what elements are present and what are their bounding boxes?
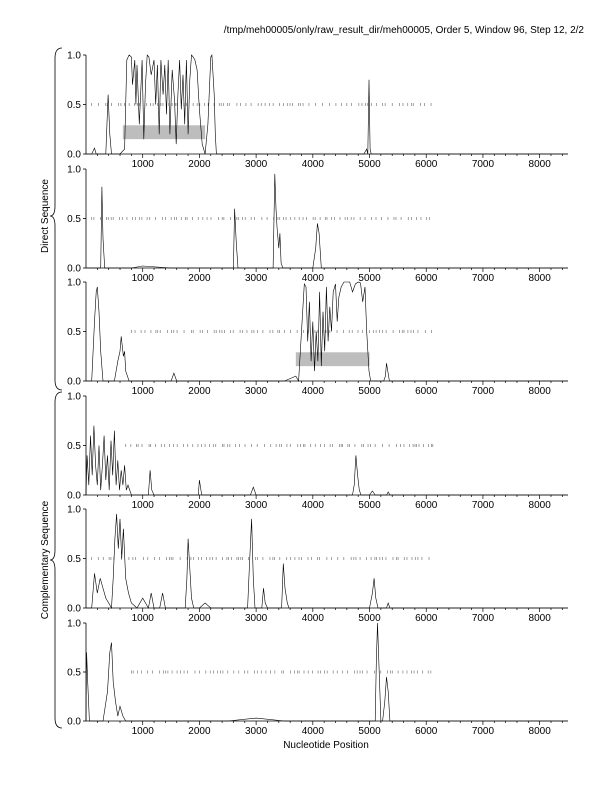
x-tick-label: 4000 bbox=[301, 613, 324, 624]
x-tick-label: 5000 bbox=[358, 386, 381, 397]
y-tick-label: 1.0 bbox=[67, 618, 81, 630]
y-tick-label: 0.0 bbox=[67, 263, 81, 275]
y-tick-label: 1.0 bbox=[67, 50, 81, 62]
y-tick-label: 0.0 bbox=[67, 490, 81, 502]
complementary-sequence-brace bbox=[50, 392, 62, 728]
panel-2 bbox=[67, 165, 568, 285]
x-tick-label: 5000 bbox=[358, 273, 381, 284]
series-line bbox=[86, 426, 568, 495]
x-tick-label: 8000 bbox=[528, 613, 551, 624]
page-title: /tmp/meh00005/only/raw_result_dir/meh00005, Order 5, Window 96, Step 12, 2/2 bbox=[223, 25, 584, 36]
y-tick-label: 1.0 bbox=[67, 164, 81, 176]
direct-sequence-brace bbox=[50, 48, 62, 390]
x-tick-label: 6000 bbox=[415, 386, 438, 397]
y-tick-label: 0.5 bbox=[67, 327, 81, 338]
y-tick-label: 1.0 bbox=[67, 504, 81, 516]
x-tick-label: 4000 bbox=[301, 159, 324, 170]
y-tick-label: 1.0 bbox=[67, 277, 81, 289]
x-tick-label: 2000 bbox=[188, 273, 211, 284]
y-tick-label: 0.5 bbox=[67, 214, 81, 225]
y-tick-label: 0.0 bbox=[67, 716, 81, 728]
panel-4 bbox=[67, 392, 568, 512]
direct-sequence-label: Direct Sequence bbox=[40, 179, 51, 253]
panel-6 bbox=[67, 619, 568, 738]
x-tick-label: 2000 bbox=[188, 386, 211, 397]
panel-1 bbox=[67, 51, 568, 171]
x-tick-label: 1000 bbox=[131, 273, 154, 284]
series-line bbox=[86, 174, 568, 268]
panel-5 bbox=[67, 505, 568, 625]
x-tick-label: 3000 bbox=[244, 386, 268, 397]
x-tick-label: 4000 bbox=[301, 726, 324, 737]
x-tick-label: 1000 bbox=[131, 613, 154, 624]
x-tick-label: 7000 bbox=[471, 273, 495, 284]
gene-region-bar bbox=[296, 352, 370, 366]
x-tick-label: 8000 bbox=[528, 159, 551, 170]
x-tick-label: 8000 bbox=[528, 386, 551, 397]
x-tick-label: 3000 bbox=[244, 273, 268, 284]
y-tick-label: 0.0 bbox=[67, 603, 81, 615]
x-tick-label: 3000 bbox=[244, 159, 268, 170]
x-tick-label: 6000 bbox=[415, 726, 438, 737]
x-tick-label: 3000 bbox=[244, 726, 268, 737]
y-tick-label: 0.5 bbox=[67, 667, 81, 679]
panel-3 bbox=[67, 278, 568, 398]
complementary-sequence-label: Complementary Sequence bbox=[40, 500, 51, 620]
x-tick-label: 2000 bbox=[188, 500, 211, 511]
x-tick-label: 8000 bbox=[528, 273, 551, 284]
x-tick-label: 1000 bbox=[131, 386, 154, 397]
y-tick-label: 0.5 bbox=[67, 100, 81, 111]
x-tick-label: 1000 bbox=[131, 726, 154, 737]
y-tick-label: 0.0 bbox=[67, 149, 81, 161]
x-tick-label: 4000 bbox=[301, 273, 324, 284]
x-tick-label: 8000 bbox=[528, 726, 551, 737]
x-tick-label: 5000 bbox=[358, 613, 381, 624]
x-tick-label: 5000 bbox=[358, 726, 381, 737]
series-line bbox=[86, 514, 568, 608]
x-tick-label: 3000 bbox=[244, 613, 268, 624]
y-tick-label: 0.0 bbox=[67, 376, 81, 388]
y-tick-label: 0.5 bbox=[67, 554, 81, 565]
plot-panels bbox=[67, 51, 568, 738]
x-tick-label: 1000 bbox=[131, 500, 154, 511]
y-tick-label: 0.5 bbox=[67, 441, 81, 452]
x-tick-label: 6000 bbox=[415, 613, 438, 624]
x-tick-label: 7000 bbox=[471, 500, 495, 511]
x-tick-label: 7000 bbox=[471, 386, 495, 397]
x-tick-label: 7000 bbox=[471, 613, 495, 624]
x-tick-label: 6000 bbox=[415, 159, 438, 170]
x-tick-label: 7000 bbox=[471, 159, 495, 170]
x-tick-label: 7000 bbox=[471, 726, 495, 737]
gene-region-bar bbox=[123, 125, 205, 139]
x-tick-label: 4000 bbox=[301, 500, 324, 511]
x-tick-label: 2000 bbox=[188, 726, 211, 737]
y-tick-label: 1.0 bbox=[67, 391, 81, 403]
x-tick-label: 8000 bbox=[528, 500, 551, 511]
x-axis-label: Nucleotide Position bbox=[283, 740, 369, 751]
x-tick-label: 5000 bbox=[358, 500, 381, 511]
x-tick-label: 6000 bbox=[415, 500, 438, 511]
x-tick-label: 5000 bbox=[358, 159, 381, 170]
x-tick-label: 3000 bbox=[244, 500, 268, 511]
x-tick-label: 6000 bbox=[415, 273, 438, 284]
x-tick-label: 4000 bbox=[301, 386, 324, 397]
x-tick-label: 2000 bbox=[188, 613, 211, 624]
x-tick-label: 2000 bbox=[188, 159, 211, 170]
x-tick-label: 1000 bbox=[131, 159, 154, 170]
